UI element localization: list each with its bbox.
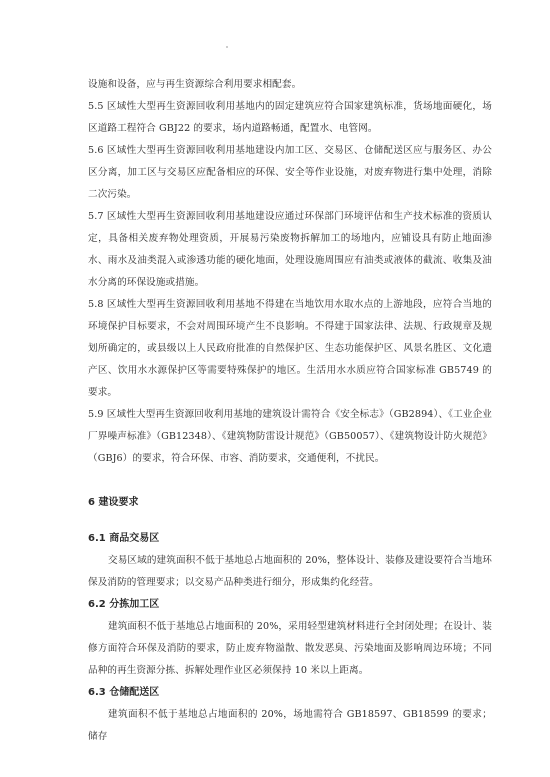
section-6-2-text: 建筑面积不低于基地总占地面积的 20%，采用轻型建筑材料进行全封闭处理；在设计、装修方面符合环保及消防的要求，防止废弃物溢散、散发恶臭、污染地面及影响周边环境；不同品种的再生资源分拣、拆解处理作业区必须保持 10 米以上距离。 [88,621,492,676]
clause-5-9: 5.9 区域性大型再生资源回收利用基地的建筑设计需符合《安全标志》（GB2894）、《工业企业厂界噪声标准》（GB12348）、《建筑物防雷设计规范》（GB50057）、《建筑物设计防火规范》（GBJ6）的要求，符合环保、市容、消防要求，交通便利，不扰民。 [88,409,492,464]
section-6-1-heading: 6.1 商品交易区 [88,533,160,544]
section-6-3-heading: 6.3 仓储配送区 [88,687,160,698]
clause-5-8: 5.8 区域性大型再生资源回收利用基地不得建在当地饮用水取水点的上游地段，应符合当地的环境保护目标要求，不会对周围环境产生不良影响。不得建于国家法律、法规、行政规章及规划所确定的，或县级以上人民政府批准的自然保护区、生态功能保护区、风景名胜区、文化遗产区、饮用水水源保护区等需要特殊保护的地区。生活用水水质应符合国家标准 GB5749 的要求。 [88,299,492,398]
clause-5-5: 5.5 区域性大型再生资源回收利用基地内的固定建筑应符合国家建筑标准，货场地面硬化，场区道路工程符合 GBJ22 的要求，场内道路畅通，配置水、电管网。 [88,101,492,134]
section-6-2-heading: 6.2 分拣加工区 [88,599,160,610]
clause-5-6: 5.6 区域性大型再生资源回收利用基地建设内加工区、交易区、仓储配送区应与服务区、办公区分离，加工区与交易区应配备相应的环保、安全等作业设施，对废弃物进行集中处理，消除二次污染。 [88,145,492,200]
section-6-heading: 6 建设要求 [88,497,139,508]
intro-line: 设施和设备，应与再生资源综合利用要求相配套。 [88,79,302,90]
clause-5-7: 5.7 区域性大型再生资源回收利用基地建设应通过环保部门环境评估和生产技术标准的资质认定，具备相关废弃物处理资质，开展易污染废物拆解加工的场地内，应铺设具有防止地面渗水、雨水及油类混入或渗透功能的硬化地面，处理设施周围应有油类或液体的截流、收集及油水分离的环保设施或措施。 [88,211,492,288]
section-6-3-text: 建筑面积不低于基地总占地面积的 20%，场地需符合 GB18597、GB18599 的要求；储存 [88,709,492,742]
section-6-1-text: 交易区域的建筑面积不低于基地总占地面积的 20%，整体设计、装修及建设要符合当地环保及消防的管理要求；以交易产品种类进行细分，形成集约化经营。 [88,555,492,588]
scan-speck [226,46,228,48]
